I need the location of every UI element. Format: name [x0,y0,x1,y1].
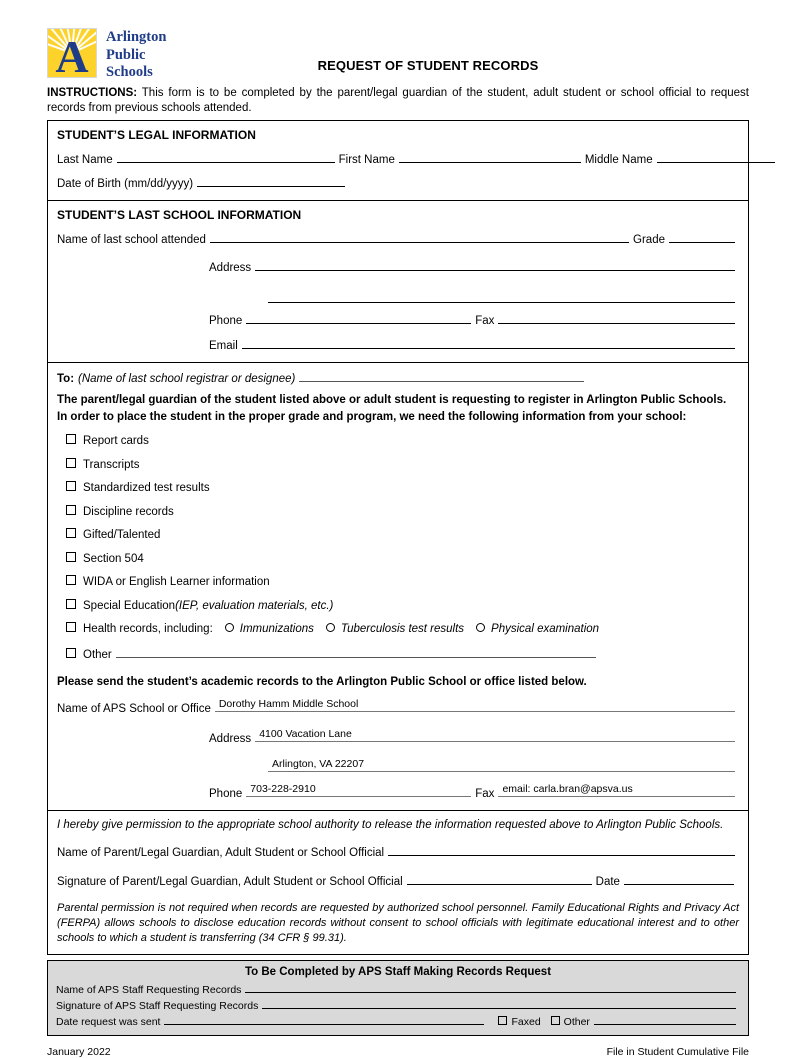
row-staff-signature [56,999,740,1013]
row-staff-name [56,983,740,997]
checkbox-row-transcripts[interactable] [66,458,739,472]
grade-input[interactable] [669,231,735,243]
row-aps-address-2 [57,756,739,772]
checkbox-label: WIDA or English Learner information [83,576,270,588]
dob-input[interactable] [197,175,345,187]
row-last-school-email [57,337,739,354]
logo-sunburst-icon [47,28,97,78]
health-records-label: Health records, including: [83,623,213,635]
staff-name-input[interactable] [245,983,736,993]
checkbox-row-health-records[interactable] [66,622,739,636]
checkbox-icon[interactable] [66,622,76,632]
section-aps-staff-box [47,960,749,1036]
section-records-request [48,363,748,811]
dob-label: Date of Birth (mm/dd/yyyy) [57,178,194,190]
radio-icon-immunizations[interactable] [225,623,234,632]
last-name-label: Last Name [57,154,113,166]
row-student-names [57,151,739,168]
staff-signature-input[interactable] [262,999,736,1009]
special-education-italic-note: (IEP, evaluation materials, etc.) [175,599,334,612]
to-label: To: [57,373,75,385]
logo-line-1: Arlington [106,29,167,45]
aps-fax-value: email: carla.bran@apsva.us [502,782,633,795]
other-label: Other [83,648,112,661]
row-last-school-address-2 [57,291,739,303]
other-input[interactable] [116,646,596,658]
checkbox-icon[interactable] [66,505,76,515]
checkbox-icon[interactable] [66,599,76,609]
row-staff-date-sent [56,1015,740,1029]
to-hint: (Name of last school registrar or designee) [78,373,296,385]
logo-line-2: Public [106,46,146,63]
row-last-school-phone-fax [57,312,739,329]
section-student-last-school-information [48,201,748,363]
ferpa-notice: Parental permission is not required when records are requested by authorized school personnel. Family Educational Rights and Privacy Act (FERPA) allows schools to disclose education records without consent to school officials with legitimate educational interest and to other schools to which a student is transferring (34 CFR § 99.31). [57,901,739,944]
faxed-label: Faxed [511,1015,541,1028]
aps-address-label: Address [209,732,252,745]
checkbox-icon[interactable] [66,481,76,491]
row-guardian-signature [57,873,739,890]
row-last-school-address [57,259,739,276]
middle-name-label: Middle Name [584,154,653,166]
row-guardian-name [57,844,739,861]
staff-date-label: Date request was sent [56,1015,161,1028]
to-registrar-input[interactable] [299,370,584,382]
aps-school-value: Dorothy Hamm Middle School [218,697,359,710]
page-title: REQUEST OF STUDENT RECORDS [317,58,539,73]
last-name-input[interactable] [117,151,335,163]
staff-other-label: Other [563,1015,590,1028]
checkbox-label: Report cards [83,435,149,447]
aps-address-input-2[interactable] [268,756,735,772]
last-school-email-label: Email [209,340,238,352]
aps-phone-label: Phone [209,787,243,800]
footer-filing-note: File in Student Cumulative File [606,1045,749,1058]
section-student-legal-information [48,121,748,201]
aps-address-value-2: Arlington, VA 22207 [272,757,365,770]
radio-icon-physical-exam[interactable] [476,623,485,632]
staff-date-input[interactable] [164,1015,484,1025]
checkbox-icon[interactable] [66,434,76,444]
send-records-instruction: Please send the student’s academic records to the Arlington Public School or office listed below. [57,675,587,688]
checkbox-row-other[interactable] [66,646,739,662]
permission-consent-text: I hereby give permission to the appropriate school authority to release the information requested above to Arlington Public Schools. [57,818,724,831]
last-school-fax-label: Fax [475,315,495,327]
radio-icon-tuberculosis[interactable] [326,623,335,632]
special-education-label: Special Education [83,599,176,612]
last-school-email-input[interactable] [242,337,735,349]
aps-address-input[interactable] [255,726,735,742]
checkbox-row-discipline-records[interactable] [66,505,739,519]
instructions-text: This form is to be completed by the parent/legal guardian of the student, adult student or school official to request records from previous schools attended. [47,87,749,114]
row-aps-phone-fax [57,781,739,802]
checkbox-row-wida[interactable] [66,575,739,589]
row-aps-address [57,726,739,747]
row-date-of-birth [57,175,739,192]
section-title-last-school: STUDENT’S LAST SCHOOL INFORMATION [57,208,302,222]
logo-line-3: Schools [106,64,153,80]
checkbox-icon[interactable] [66,648,76,658]
checkbox-icon-other[interactable] [551,1016,560,1025]
request-statement-line-1: The parent/legal guardian of the student listed above or adult student is requesting to register in Arlington Public Schools. [57,394,727,406]
checkbox-row-special-education[interactable] [66,599,739,613]
logo-letter: A [55,31,89,78]
staff-name-label: Name of APS Staff Requesting Records [56,983,242,996]
instructions-label: INSTRUCTIONS: [47,87,138,99]
logo-wordmark [106,28,166,82]
checkbox-row-report-cards[interactable] [66,434,739,448]
guardian-signature-input[interactable] [407,873,592,885]
aps-address-value: 4100 Vacation Lane [259,727,352,740]
checkbox-icon[interactable] [66,552,76,562]
form-main-box [47,120,749,955]
page-header [47,22,749,84]
row-to-registrar [57,370,739,385]
checkbox-icon-faxed[interactable] [498,1016,507,1025]
grade-label: Grade [633,234,665,246]
section-permission [48,811,748,954]
last-school-address-input-2[interactable] [268,291,735,303]
checkbox-label: Discipline records [83,505,174,518]
checkbox-label: Transcripts [83,458,140,471]
staff-signature-label: Signature of APS Staff Requesting Records [56,999,259,1012]
aps-phone-input[interactable] [246,781,471,797]
checkbox-icon[interactable] [66,528,76,538]
checkbox-icon[interactable] [66,458,76,468]
checkbox-label: Gifted/Talented [83,529,161,541]
checkbox-row-section-504[interactable] [66,552,739,566]
guardian-name-label: Name of Parent/Legal Guardian, Adult Student or School Official [57,846,385,859]
section-title-legal: STUDENT’S LEGAL INFORMATION [57,128,256,142]
row-aps-school [57,696,739,717]
checkbox-row-standardized-test-results[interactable] [66,481,739,495]
guardian-name-input[interactable] [388,844,735,856]
last-school-phone-label: Phone [209,315,243,327]
health-option-label: Tuberculosis test results [340,623,465,635]
aps-logo [47,28,166,82]
last-school-label: Name of last school attended [57,234,206,246]
last-school-fax-input[interactable] [498,312,735,324]
signature-date-input[interactable] [624,873,734,885]
health-option-label: Physical examination [491,623,600,635]
last-school-input[interactable] [210,231,629,243]
first-name-label: First Name [338,154,395,166]
aps-school-label: Name of APS School or Office [57,702,211,715]
checkbox-icon[interactable] [66,575,76,585]
footer-date: January 2022 [47,1045,111,1058]
checkbox-label: Standardized test results [83,482,210,494]
checkbox-row-gifted-talented[interactable] [66,528,739,542]
last-school-phone-input[interactable] [246,312,471,324]
aps-school-input[interactable] [215,696,735,712]
request-statement-line-2: In order to place the student in the proper grade and program, we need the following information from your school: [57,411,687,423]
request-statement [57,392,739,426]
records-checkbox-list [66,434,739,662]
guardian-signature-label: Signature of Parent/Legal Guardian, Adult Student or School Official [57,875,403,888]
page-footer [47,1046,749,1058]
aps-fax-label: Fax [475,787,495,800]
aps-fax-input[interactable] [498,781,735,797]
health-option-label: Immunizations [239,623,314,635]
last-school-address-input[interactable] [255,259,735,271]
last-school-address-label: Address [209,262,252,274]
checkbox-label: Section 504 [83,552,144,565]
first-name-input[interactable] [399,151,581,163]
row-last-school [57,231,739,248]
aps-phone-value: 703-228-2910 [250,782,316,795]
middle-name-input[interactable] [657,151,775,163]
staff-other-input[interactable] [594,1015,736,1025]
signature-date-label: Date [595,875,620,888]
instructions-paragraph [47,86,749,115]
staff-box-title: To Be Completed by APS Staff Making Records Request [244,965,552,978]
